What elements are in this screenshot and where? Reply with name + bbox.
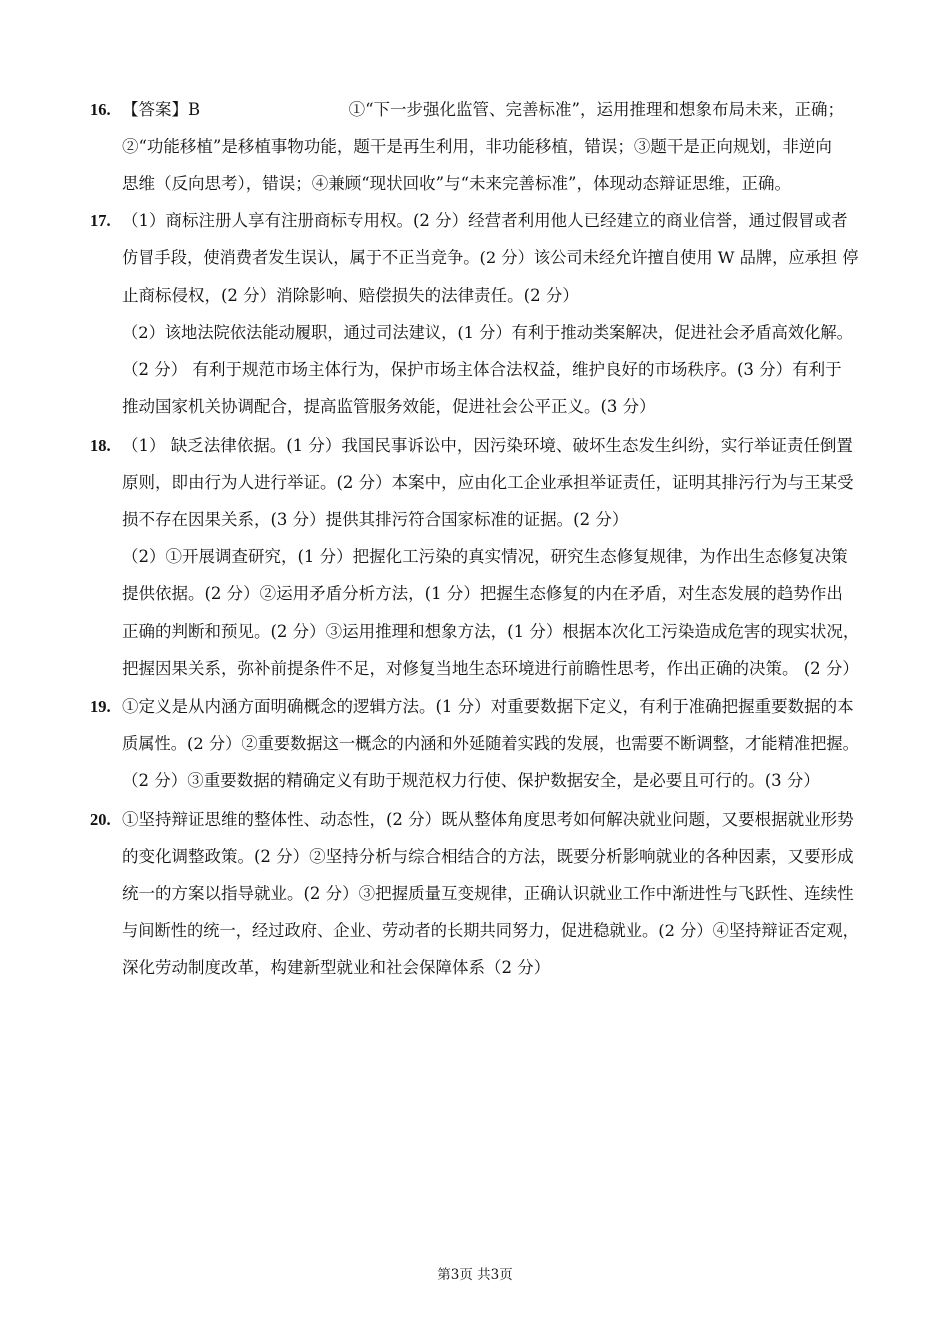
answer-line: ①定义是从内涵方面明确概念的逻辑方法。(1 分）对重要数据下定义，有利于准确把握重要数据的本: [122, 697, 854, 716]
answer-line: 仿冒手段，使消费者发生误认，属于不正当竞争。(2 分）该公司未经允许擅自使用 W 品牌，应承担 停: [122, 248, 859, 267]
answer-line: （2 分）③重要数据的精确定义有助于规范权力行使、保护数据安全，是必要且可行的。(3 分）: [122, 771, 820, 790]
answer-line: 深化劳动制度改革，构建新型就业和社会保障体系（2 分）: [122, 958, 551, 977]
answer-line: 的变化调整政策。(2 分）②坚持分析与综合相结合的方法，既要分析影响就业的各种因素，又要形成: [122, 847, 854, 866]
answer-line: 思维（反向思考），错误；④兼顾“现状回收”与“未来完善标准”，体现动态辩证思维，正确。: [122, 174, 791, 193]
answer-line: （1） 缺乏法律依据。(1 分）我国民事诉讼中，因污染环境、破坏生态发生纠纷，实行举证责任倒置: [122, 436, 853, 455]
answer-line: 【答案】B ①“下一步强化监管、完善标准”，运用推理和想象布局未来，正确；: [122, 100, 844, 119]
answer-line: 与间断性的统一，经过政府、企业、劳动者的长期共同努力，促进稳就业。(2 分）④坚持辩证否定观，: [122, 921, 859, 940]
answer-line: 止商标侵权，(2 分）消除影响、赔偿损失的法律责任。(2 分）: [122, 286, 579, 305]
page-number-footer: 第3页 共3页: [437, 1267, 513, 1283]
answer-line: 原则，即由行为人进行举证。(2 分）本案中，应由化工企业承担举证责任，证明其排污行为与王某受: [122, 473, 854, 492]
question-number: 20.: [90, 810, 111, 829]
answer-line: 损不存在因果关系，(3 分）提供其排污符合国家标准的证据。(2 分）: [122, 510, 629, 529]
answer-line: 推动国家机关协调配合，提高监管服务效能，促进社会公平正义。(3 分）: [122, 397, 656, 416]
question-number: 17.: [90, 211, 111, 230]
answer-line: （1）商标注册人享有注册商标专用权。(2 分）经营者利用他人已经建立的商业信誉，通过假冒或者: [122, 211, 848, 230]
answer-line: ②“功能移植”是移植事物功能，题干是再生利用，非功能移植，错误；③题干是正向规划，非逆向: [122, 137, 832, 156]
question-number: 18.: [90, 436, 111, 455]
answer-line: 把握因果关系，弥补前提条件不足，对修复当地生态环境进行前瞻性思考，作出正确的决策。 (2 分）: [122, 659, 859, 678]
answer-line: ①坚持辩证思维的整体性、动态性，(2 分）既从整体角度思考如何解决就业问题，又要根据就业形势: [122, 810, 854, 829]
answer-line: （2 分） 有利于规范市场主体行为，保护市场主体合法权益，维护良好的市场秩序。(3 分）有利于: [122, 360, 842, 379]
question-number: 16.: [90, 100, 111, 119]
answer-line: （2）该地法院依法能动履职，通过司法建议，(1 分）有利于推动类案解决，促进社会矛盾高效化解。: [122, 323, 853, 342]
answer-line: 正确的判断和预见。(2 分）③运用推理和想象方法，(1 分）根据本次化工污染造成危害的现实状况，: [122, 622, 860, 641]
answer-line: 提供依据。(2 分）②运用矛盾分析方法，(1 分）把握生态修复的内在矛盾，对生态发展的趋势作出: [122, 584, 843, 603]
answer-line: （2）①开展调查研究，(1 分）把握化工污染的真实情况，研究生态修复规律，为作出生态修复决策: [122, 547, 848, 566]
answer-line: 统一的方案以指导就业。(2 分）③把握质量互变规律，正确认识就业工作中渐进性与飞跃性、连续性: [122, 884, 854, 903]
question-number: 19.: [90, 697, 111, 716]
answer-line: 质属性。(2 分）②重要数据这一概念的内涵和外延随着实践的发展，也需要不断调整，才能精准把握。: [122, 734, 859, 753]
